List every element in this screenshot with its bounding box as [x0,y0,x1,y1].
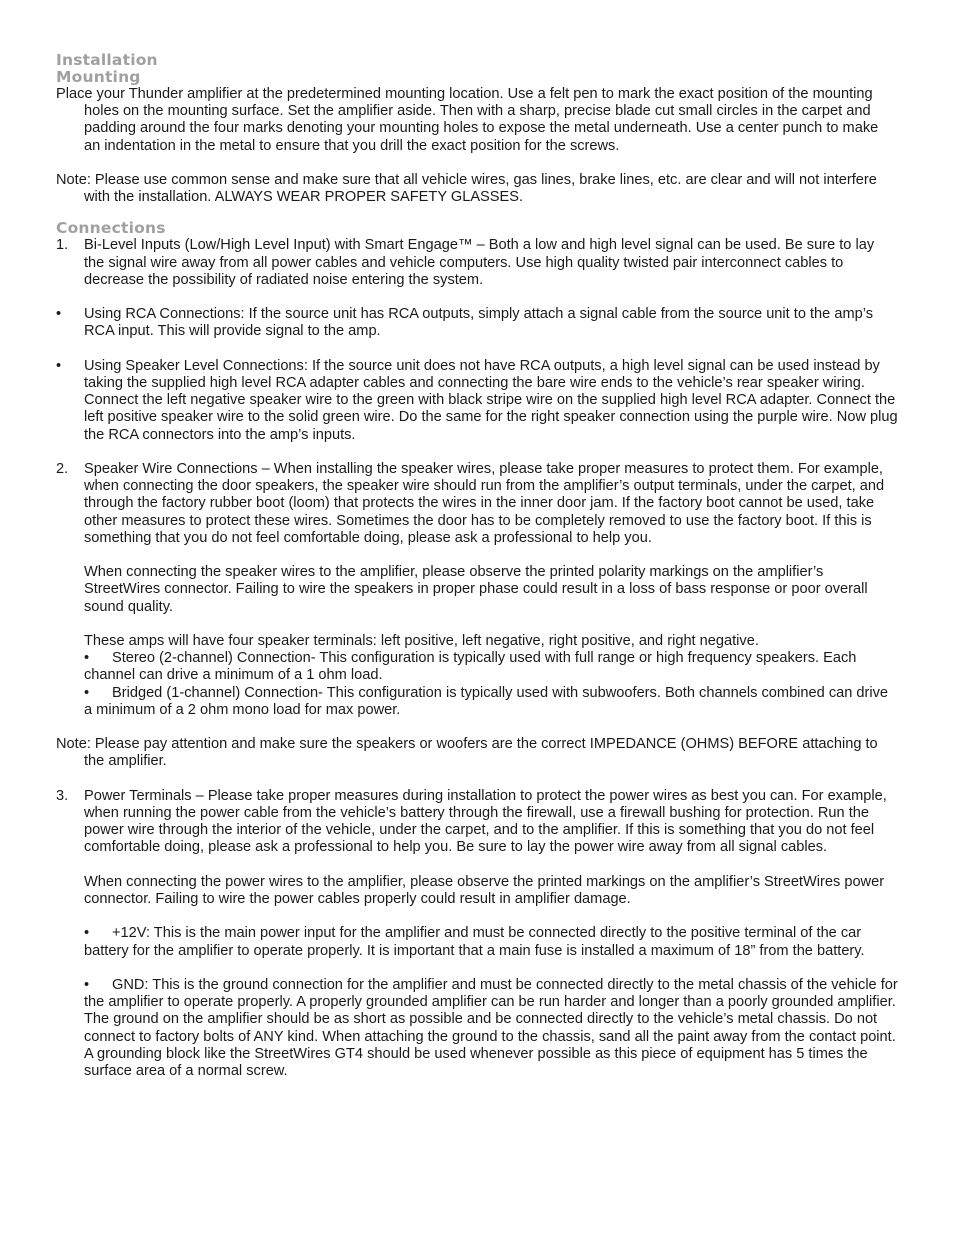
bullet-icon: • [84,976,90,993]
sub-bullet-plus12v: • +12V: This is the main power input for the amplifier and must be connected directly to the positive terminal of the car battery for the amplifier to operate properly. It is important that a main fuse is installed a maximum of 18” from the battery. [84,925,865,959]
document-page [56,52,898,1080]
heading-connections: Connections [56,219,166,238]
item-3-power-terminals: 3. Power Terminals – Please take proper measures during installation to protect the power wires as best you can. For example, when running the power cable from the vehicle’s battery through the firewall, use a firewall bushing for protection. Run the power wire through the interior of the vehicle, under the carpet, and to the amplifier. If this is something that you do not feel comfortable doing, please ask a professional to help you. Be sure to lay the power wire away from all signal cables. [56,787,887,856]
item-number: 1. [56,237,69,254]
item-2-terminals-paragraph: These amps will have four speaker terminals: left positive, left negative, right positive, and right negative. [84,633,759,649]
sub-bullet-stereo: • Stereo (2-channel) Connection- This configuration is typically used with full range or high frequency speakers. Each channel can drive a minimum of a 1 ohm load. [84,650,857,684]
bullet-icon: • [56,357,62,374]
bullet-icon: • [56,306,62,323]
bullet-speaker-level-connections: • Using Speaker Level Connections: If the source unit does not have RCA outputs, a high level signal can be used instead by taking the supplied high level RCA adapter cables and connecting the bare wire ends to the vehicle’s rear speaker wiring. Connect the left negative speaker wire to the green with black stripe wire on the supplied high level RCA adapter. Connect the left positive speaker wire to the solid green wire. Do the same for the right speaker connection using the purple wire. Now plug the RCA connectors into the amp’s inputs. [56,357,898,443]
item-number: 3. [56,787,69,804]
heading-mounting: Mounting [56,68,141,86]
heading-installation: Installation [56,51,158,69]
bullet-rca-connections: • Using RCA Connections: If the source unit has RCA outputs, simply attach a signal cable from the source unit to the amp’s RCA input. This will provide signal to the amp. [56,306,874,340]
item-1-bi-level-inputs: 1. Bi-Level Inputs (Low/High Level Input) with Smart Engage™ – Both a low and high level signal can be used. Be sure to lay the signal wire away from all power cables and vehicle computers. Use high quality twisted pair interconnect cables to decrease the possibility of radiated noise entering the system. [56,237,875,288]
bullet-icon: • [84,925,90,942]
sub-bullet-gnd: • GND: This is the ground connection for the amplifier and must be connected directly to the metal chassis of the vehicle for the amplifier to operate properly. A properly grounded amplifier can be run harder and longer than a poorly grounded amplifier. The ground on the amplifier should be as short as possible and be connected directly to the vehicle’s metal chassis. Do not connect to factory bolts of ANY kind. When attaching the ground to the chassis, sand all the paint away from the contact point. A grounding block like the StreetWires GT4 should be used whenever possible as this piece of equipment has 5 times the surface area of a normal screw. [84,976,898,1079]
sub-bullet-bridged: • Bridged (1-channel) Connection- This configuration is typically used with subwoofers. Both channels combined can drive a minimum of a 2 ohm mono load for max power. [84,684,889,718]
bullet-icon: • [84,650,90,667]
mounting-paragraph: Place your Thunder amplifier at the predetermined mounting location. Use a felt pen to mark the exact position of the mounting holes on the mounting surface. Set the amplifier aside. Then with a sharp, precise blade cut small circles in the carpet and padding around the four marks denoting your mounting holes to expose the metal underneath. Use a center punch to make an indentation in the metal to ensure that you drill the exact position for the screws. [56,86,879,154]
item-number: 2. [56,461,69,477]
note-impedance: Note: Please pay attention and make sure the speakers or woofers are the correct IMPEDANCE (OHMS) BEFORE attaching to the amplifier. [56,736,878,770]
note-safety: Note: Please use common sense and make sure that all vehicle wires, gas lines, brake lines, etc. are clear and will not interfere with the installation. ALWAYS WEAR PROPER SAFETY GLASSES. [56,172,877,206]
item-3-power-connector-paragraph: When connecting the power wires to the amplifier, please observe the printed markings on the amplifier’s StreetWires power connector. Failing to wire the power cables properly could result in amplifier damage. [84,873,885,907]
item-2-polarity-paragraph: When connecting the speaker wires to the amplifier, please observe the printed polarity markings on the amplifier’s StreetWires connector. Failing to wire the speakers in proper phase could result in a loss of bass response or poor overall sound quality. [84,564,868,615]
item-2-speaker-wire-connections: 2. Speaker Wire Connections – When installing the speaker wires, please take proper measures to protect them. For example, when connecting the door speakers, the speaker wire should run from the amplifier’s output terminals, under the carpet, and through the factory rubber boot (loom) that protects the wires in the inner door jam. If the factory boot cannot be used, take other measures to protect these wires. Sometimes the door has to be completely removed to use the factory boot. If this is something that you do not feel comfortable doing, please ask a professional to help you. [56,461,885,546]
bullet-icon: • [84,684,90,701]
